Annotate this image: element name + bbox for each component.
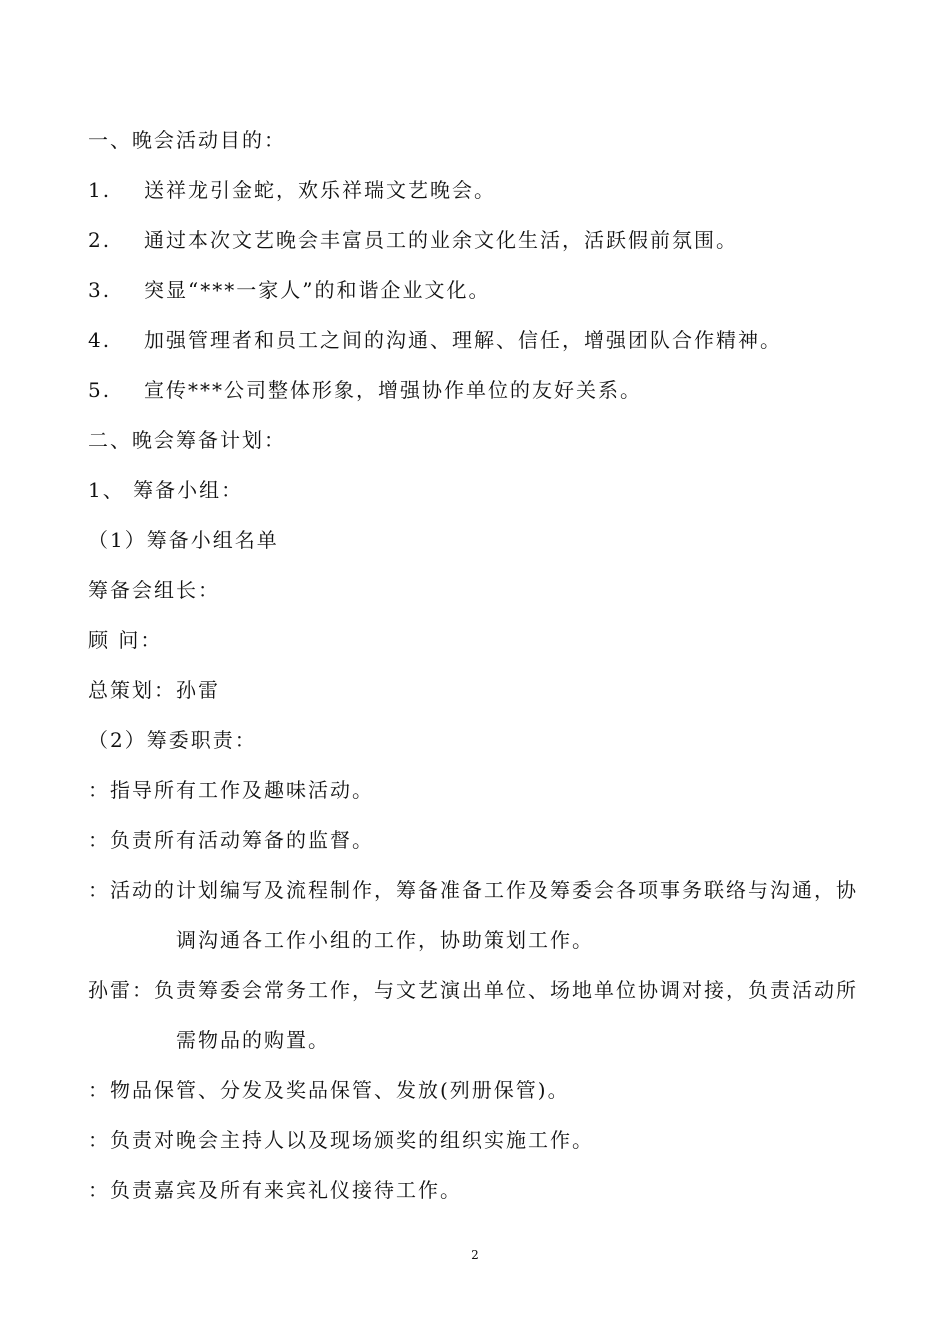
duty-line-continued: 调沟通各工作小组的工作，协助策划工作。 bbox=[176, 928, 594, 952]
goal-item bbox=[88, 277, 490, 303]
section-heading-goals: 一、晚会活动目的： bbox=[88, 128, 286, 152]
subsection-heading: （1）筹备小组名单 bbox=[88, 528, 279, 552]
duty-line-continued: 需物品的购置。 bbox=[176, 1028, 330, 1052]
goal-item bbox=[88, 377, 642, 403]
goal-item bbox=[88, 177, 496, 203]
goal-number: 2. bbox=[88, 228, 112, 252]
goal-number: 5. bbox=[88, 378, 112, 402]
roster-line: 总策划：孙雷 bbox=[88, 678, 220, 702]
goal-item bbox=[88, 327, 782, 353]
goal-item bbox=[88, 227, 738, 253]
roster-line: 筹备会组长： bbox=[88, 578, 220, 602]
roster-line: 顾 问： bbox=[88, 628, 163, 652]
goal-text: 通过本次文艺晚会丰富员工的业余文化生活，活跃假前氛围。 bbox=[144, 228, 738, 252]
goal-number: 3. bbox=[88, 278, 112, 302]
duty-line: ：活动的计划编写及流程制作，筹备准备工作及筹委会各项事务联络与沟通，协 bbox=[88, 878, 858, 902]
goal-number: 1. bbox=[88, 178, 112, 202]
goal-text: 送祥龙引金蛇，欢乐祥瑞文艺晚会。 bbox=[144, 178, 496, 202]
duty-line: ：负责所有活动筹备的监督。 bbox=[88, 828, 374, 852]
duty-line: ：指导所有工作及趣味活动。 bbox=[88, 778, 374, 802]
duty-line: ：负责对晚会主持人以及现场颁奖的组织实施工作。 bbox=[88, 1128, 594, 1152]
goal-number: 4. bbox=[88, 328, 112, 352]
page-number: 2 bbox=[471, 1248, 479, 1262]
duty-line: ：负责嘉宾及所有来宾礼仪接待工作。 bbox=[88, 1178, 462, 1202]
subsection-heading: 1、 筹备小组： bbox=[88, 478, 244, 502]
duty-line: 孙雷：负责筹委会常务工作，与文艺演出单位、场地单位协调对接，负责活动所 bbox=[88, 978, 858, 1002]
duty-line: ：物品保管、分发及奖品保管、发放(列册保管)。 bbox=[88, 1078, 570, 1102]
section-heading-plan: 二、晚会筹备计划： bbox=[88, 428, 286, 452]
goal-text: 突显“***一家人”的和谐企业文化。 bbox=[144, 278, 491, 302]
goal-text: 宣传***公司整体形象，增强协作单位的友好关系。 bbox=[144, 378, 642, 402]
subsection-heading: （2）筹委职责： bbox=[88, 728, 257, 752]
goal-text: 加强管理者和员工之间的沟通、理解、信任，增强团队合作精神。 bbox=[144, 328, 782, 352]
